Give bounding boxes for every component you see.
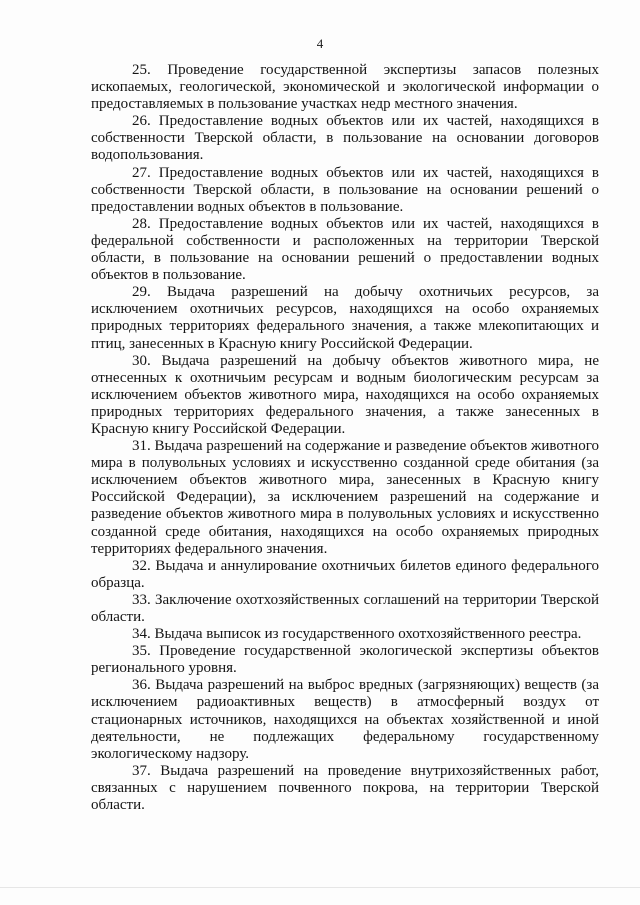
paragraph-item-36: 36. Выдача разрешений на выброс вредных (загрязняющих) веществ (за исключением радиоактивных веществ) в атмосферный воздух от стационарных источников, находящихся на объектах хозяйственной и иной деятельности, не подлежащих федеральному государственному экологическому надзору. xyxy=(91,677,599,762)
paragraph-item-37: 37. Выдача разрешений на проведение внутрихозяйственных работ, связанных с нарушением почвенного покрова, на территории Тверской области. xyxy=(91,762,599,814)
paragraph-item-34: 34. Выдача выписок из государственного охотхозяйственного реестра. xyxy=(132,626,582,643)
paragraph-item-25: 25. Проведение государственной экспертизы запасов полезных ископаемых, геологической, экономической и экологической информации о предоставляемых в пользование участках недр местного значения. xyxy=(91,62,599,113)
paragraph-item-35: 35. Проведение государственной экологической экспертизы объектов регионального уровня. xyxy=(91,643,599,677)
paragraph-item-33: 33. Заключение охотхозяйственных соглашений на территории Тверской области. xyxy=(91,591,599,625)
paragraph-item-28: 28. Предоставление водных объектов или их частей, находящихся в федеральной собственности и расположенных на территории Тверской области, в пользование на основании решений о предоставлении водных объектов в пользование. xyxy=(91,215,599,284)
paragraph-item-30: 30. Выдача разрешений на добычу объектов животного мира, не отнесенных к охотничьим ресурсам и водным биологическим ресурсам за исключением объектов животного мира, находящихся на особо охраняемых природных территориях федерального значения, а также занесенных в Красную книгу Российской Федерации. xyxy=(91,352,599,437)
document-body xyxy=(91,62,599,814)
paragraph-item-32: 32. Выдача и аннулирование охотничьих билетов единого федерального образца. xyxy=(91,557,599,591)
scan-edge-line xyxy=(0,887,640,888)
paragraph-item-31: 31. Выдача разрешений на содержание и разведение объектов животного мира в полувольных условиях и искусственно созданной среде обитания (за исключением объектов животного мира, занесенных в Красную книгу Российской Федерации), за исключением разрешений на содержание и разведение объектов животного мира в полувольных условиях и искусственно созданной среде обитания, находящихся на особо охраняемых природных территориях федерального значения. xyxy=(91,438,599,557)
paragraph-item-27: 27. Предоставление водных объектов или их частей, находящихся в собственности Тверской области, в пользование на основании решений о предоставлении водных объектов в пользование. xyxy=(91,164,599,215)
paragraph-item-26: 26. Предоставление водных объектов или их частей, находящихся в собственности Тверской области, в пользование на основании договоров водопользования. xyxy=(91,113,599,164)
page-number: 4 xyxy=(316,36,324,51)
paragraph-item-29: 29. Выдача разрешений на добычу охотничьих ресурсов, за исключением охотничьих ресурсов, находящихся на особо охраняемых природных территориях федерального значения, а также млекопитающих и птиц, занесенных в Красную книгу Российской Федерации. xyxy=(91,284,599,352)
